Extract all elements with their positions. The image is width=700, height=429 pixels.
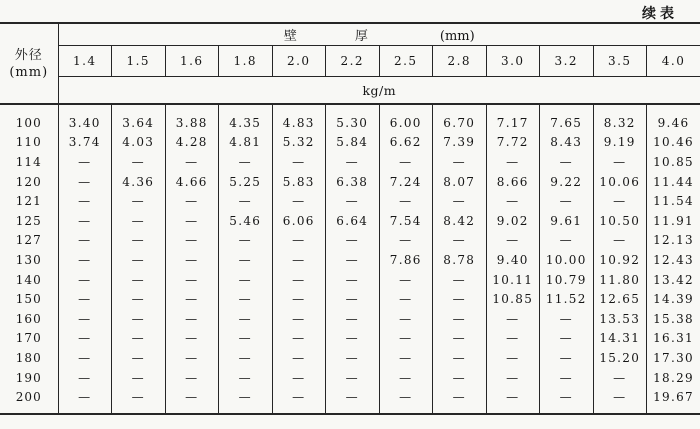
weight-cell: 4.28 <box>165 133 219 153</box>
empty-cell: — <box>219 289 273 309</box>
empty-cell: — <box>219 191 273 211</box>
weight-cell: 15.38 <box>647 309 700 329</box>
weight-cell: 15.20 <box>593 348 647 368</box>
weight-cell: 12.43 <box>647 250 700 270</box>
empty-cell: — <box>433 152 487 172</box>
table-row <box>0 309 700 329</box>
thickness-col-header: 3.2 <box>540 46 594 77</box>
empty-cell: — <box>58 152 112 172</box>
weight-cell: 14.39 <box>647 289 700 309</box>
pipe-weight-table <box>0 22 700 415</box>
outer-diameter-value: 120 <box>15 174 42 189</box>
empty-cell: — <box>112 329 166 349</box>
table-row <box>0 211 700 231</box>
outer-diameter-value: 127 <box>15 233 42 248</box>
empty-cell: — <box>219 231 273 251</box>
wall-thickness-unit: (mm) <box>439 29 475 44</box>
weight-cell: 10.92 <box>593 250 647 270</box>
empty-cell: — <box>540 387 594 414</box>
empty-cell: — <box>58 172 112 192</box>
thickness-col-header: 1.6 <box>165 46 219 77</box>
table-row <box>0 152 700 172</box>
empty-cell: — <box>165 231 219 251</box>
empty-cell: — <box>326 289 380 309</box>
empty-cell: — <box>486 387 540 414</box>
empty-cell: — <box>165 191 219 211</box>
weight-cell: 8.32 <box>593 104 647 133</box>
empty-cell: — <box>112 191 166 211</box>
empty-cell: — <box>433 191 487 211</box>
weight-cell: 18.29 <box>647 368 700 388</box>
empty-cell: — <box>165 368 219 388</box>
weight-cell: 5.84 <box>326 133 380 153</box>
empty-cell: — <box>326 309 380 329</box>
wall-thickness-char-1: 壁 <box>283 29 297 44</box>
empty-cell: — <box>58 270 112 290</box>
empty-cell: — <box>326 231 380 251</box>
empty-cell: — <box>326 387 380 414</box>
empty-cell: — <box>593 191 647 211</box>
outer-diameter-value: 110 <box>15 135 42 150</box>
thickness-col-header: 2.5 <box>379 46 433 77</box>
empty-cell: — <box>379 152 433 172</box>
weight-cell: 11.52 <box>540 289 594 309</box>
outer-diameter-label: 外径 <box>14 47 43 63</box>
weight-cell: 4.36 <box>112 172 166 192</box>
empty-cell: — <box>433 348 487 368</box>
weight-cell: 9.40 <box>486 250 540 270</box>
empty-cell: — <box>379 191 433 211</box>
weight-cell: 4.66 <box>165 172 219 192</box>
empty-cell: — <box>272 387 326 414</box>
empty-cell: — <box>540 231 594 251</box>
empty-cell: — <box>486 329 540 349</box>
thickness-values-row <box>0 46 700 77</box>
empty-cell: — <box>433 289 487 309</box>
table-row <box>0 329 700 349</box>
empty-cell: — <box>326 368 380 388</box>
empty-cell: — <box>593 231 647 251</box>
weight-cell: 6.64 <box>326 211 380 231</box>
weight-cell: 8.66 <box>486 172 540 192</box>
empty-cell: — <box>58 387 112 414</box>
empty-cell: — <box>272 152 326 172</box>
wall-thickness-char-2: 厚 <box>354 29 368 44</box>
thickness-col-header: 3.5 <box>593 46 647 77</box>
wall-thickness-header <box>58 23 700 46</box>
empty-cell: — <box>433 329 487 349</box>
empty-cell: — <box>326 250 380 270</box>
weight-cell: 8.78 <box>433 250 487 270</box>
empty-cell: — <box>540 348 594 368</box>
empty-cell: — <box>165 270 219 290</box>
weight-cell: 10.85 <box>647 152 700 172</box>
weight-cell: 19.67 <box>647 387 700 414</box>
outer-diameter-value: 180 <box>15 350 42 365</box>
empty-cell: — <box>58 348 112 368</box>
empty-cell: — <box>540 152 594 172</box>
empty-cell: — <box>379 387 433 414</box>
outer-diameter-value: 125 <box>15 213 42 228</box>
weight-cell: 3.74 <box>58 133 112 153</box>
outer-diameter-value: 190 <box>15 370 42 385</box>
outer-diameter-value: 100 <box>15 115 42 130</box>
empty-cell: — <box>486 231 540 251</box>
empty-cell: — <box>540 191 594 211</box>
weight-cell: 10.79 <box>540 270 594 290</box>
empty-cell: — <box>486 368 540 388</box>
empty-cell: — <box>219 329 273 349</box>
empty-cell: — <box>433 231 487 251</box>
empty-cell: — <box>540 368 594 388</box>
empty-cell: — <box>219 309 273 329</box>
weight-cell: 11.44 <box>647 172 700 192</box>
table-row <box>0 133 700 153</box>
empty-cell: — <box>326 348 380 368</box>
empty-cell: — <box>486 152 540 172</box>
empty-cell: — <box>112 211 166 231</box>
empty-cell: — <box>272 329 326 349</box>
weight-cell: 9.46 <box>647 104 700 133</box>
weight-cell: 5.32 <box>272 133 326 153</box>
empty-cell: — <box>540 309 594 329</box>
weight-cell: 12.13 <box>647 231 700 251</box>
empty-cell: — <box>112 309 166 329</box>
empty-cell: — <box>58 368 112 388</box>
empty-cell: — <box>112 348 166 368</box>
table-row <box>0 270 700 290</box>
outer-diameter-value: 114 <box>15 154 42 169</box>
outer-diameter-value: 150 <box>15 292 42 307</box>
thickness-col-header: 1.8 <box>219 46 273 77</box>
empty-cell: — <box>165 152 219 172</box>
empty-cell: — <box>58 289 112 309</box>
weight-cell: 7.54 <box>379 211 433 231</box>
weight-cell: 4.03 <box>112 133 166 153</box>
weight-cell: 6.62 <box>379 133 433 153</box>
empty-cell: — <box>272 289 326 309</box>
empty-cell: — <box>433 368 487 388</box>
empty-cell: — <box>326 191 380 211</box>
empty-cell: — <box>112 152 166 172</box>
weight-cell: 11.54 <box>647 191 700 211</box>
table-row <box>0 231 700 251</box>
weight-cell: 6.06 <box>272 211 326 231</box>
empty-cell: — <box>112 250 166 270</box>
outer-diameter-value: 160 <box>15 311 42 326</box>
empty-cell: — <box>593 387 647 414</box>
thickness-col-header: 4.0 <box>647 46 700 77</box>
outer-diameter-value: 170 <box>15 331 42 346</box>
empty-cell: — <box>326 270 380 290</box>
empty-cell: — <box>540 329 594 349</box>
empty-cell: — <box>165 348 219 368</box>
empty-cell: — <box>486 191 540 211</box>
empty-cell: — <box>165 211 219 231</box>
empty-cell: — <box>165 309 219 329</box>
empty-cell: — <box>486 348 540 368</box>
empty-cell: — <box>165 289 219 309</box>
empty-cell: — <box>326 329 380 349</box>
weight-cell: 5.46 <box>219 211 273 231</box>
empty-cell: — <box>272 191 326 211</box>
empty-cell: — <box>219 152 273 172</box>
table-row <box>0 172 700 192</box>
weight-cell: 7.24 <box>379 172 433 192</box>
empty-cell: — <box>112 270 166 290</box>
outer-diameter-unit: (mm) <box>9 64 49 80</box>
weight-cell: 17.30 <box>647 348 700 368</box>
weight-cell: 12.65 <box>593 289 647 309</box>
weight-cell: 7.86 <box>379 250 433 270</box>
weight-cell: 3.88 <box>165 104 219 133</box>
empty-cell: — <box>112 289 166 309</box>
empty-cell: — <box>593 368 647 388</box>
empty-cell: — <box>219 348 273 368</box>
table-header <box>0 23 700 104</box>
empty-cell: — <box>58 329 112 349</box>
empty-cell: — <box>379 348 433 368</box>
weight-cell: 3.40 <box>58 104 112 133</box>
thickness-col-header: 1.5 <box>112 46 166 77</box>
empty-cell: — <box>272 250 326 270</box>
table-row <box>0 104 700 133</box>
empty-cell: — <box>58 309 112 329</box>
weight-cell: 10.00 <box>540 250 594 270</box>
group-header-row <box>0 23 700 46</box>
weight-cell: 9.19 <box>593 133 647 153</box>
empty-cell: — <box>379 270 433 290</box>
empty-cell: — <box>165 387 219 414</box>
empty-cell: — <box>219 368 273 388</box>
weight-cell: 10.11 <box>486 270 540 290</box>
weight-cell: 11.80 <box>593 270 647 290</box>
weight-cell: 9.02 <box>486 211 540 231</box>
weight-cell: 4.35 <box>219 104 273 133</box>
empty-cell: — <box>58 211 112 231</box>
weight-cell: 4.81 <box>219 133 273 153</box>
table-row <box>0 387 700 414</box>
empty-cell: — <box>433 387 487 414</box>
table-row <box>0 250 700 270</box>
empty-cell: — <box>593 152 647 172</box>
empty-cell: — <box>219 250 273 270</box>
thickness-col-header: 3.0 <box>486 46 540 77</box>
empty-cell: — <box>272 270 326 290</box>
weight-cell: 6.00 <box>379 104 433 133</box>
empty-cell: — <box>486 309 540 329</box>
thickness-col-header: 1.4 <box>58 46 112 77</box>
outer-diameter-value: 200 <box>15 390 42 405</box>
thickness-col-header: 2.0 <box>272 46 326 77</box>
weight-cell: 13.42 <box>647 270 700 290</box>
continued-table-label: 续表 <box>642 6 678 22</box>
table-row <box>0 289 700 309</box>
empty-cell: — <box>272 231 326 251</box>
empty-cell: — <box>326 152 380 172</box>
weight-cell: 7.17 <box>486 104 540 133</box>
empty-cell: — <box>58 250 112 270</box>
empty-cell: — <box>219 387 273 414</box>
empty-cell: — <box>165 329 219 349</box>
weight-cell: 9.61 <box>540 211 594 231</box>
table-row <box>0 348 700 368</box>
empty-cell: — <box>379 309 433 329</box>
outer-diameter-value: 121 <box>15 194 42 209</box>
outer-diameter-header <box>0 23 58 104</box>
empty-cell: — <box>58 231 112 251</box>
empty-cell: — <box>379 231 433 251</box>
weight-cell: 7.65 <box>540 104 594 133</box>
empty-cell: — <box>272 309 326 329</box>
weight-cell: 7.39 <box>433 133 487 153</box>
unit-header: kg/m <box>58 77 700 105</box>
unit-row <box>0 77 700 105</box>
weight-cell: 9.22 <box>540 172 594 192</box>
weight-cell: 5.30 <box>326 104 380 133</box>
weight-cell: 13.53 <box>593 309 647 329</box>
weight-cell: 10.85 <box>486 289 540 309</box>
weight-cell: 10.06 <box>593 172 647 192</box>
outer-diameter-value: 130 <box>15 252 42 267</box>
empty-cell: — <box>112 387 166 414</box>
table-row <box>0 191 700 211</box>
weight-cell: 5.83 <box>272 172 326 192</box>
empty-cell: — <box>112 231 166 251</box>
empty-cell: — <box>379 329 433 349</box>
weight-cell: 14.31 <box>593 329 647 349</box>
weight-cell: 8.43 <box>540 133 594 153</box>
thickness-col-header: 2.8 <box>433 46 487 77</box>
weight-cell: 5.25 <box>219 172 273 192</box>
empty-cell: — <box>379 289 433 309</box>
thickness-col-header: 2.2 <box>326 46 380 77</box>
weight-cell: 4.83 <box>272 104 326 133</box>
empty-cell: — <box>433 270 487 290</box>
weight-cell: 8.42 <box>433 211 487 231</box>
weight-cell: 10.50 <box>593 211 647 231</box>
weight-cell: 16.31 <box>647 329 700 349</box>
empty-cell: — <box>272 368 326 388</box>
empty-cell: — <box>433 309 487 329</box>
weight-cell: 7.72 <box>486 133 540 153</box>
empty-cell: — <box>112 368 166 388</box>
weight-cell: 3.64 <box>112 104 166 133</box>
table-body <box>0 104 700 414</box>
empty-cell: — <box>58 191 112 211</box>
outer-diameter-value: 140 <box>15 272 42 287</box>
empty-cell: — <box>219 270 273 290</box>
table-row <box>0 368 700 388</box>
empty-cell: — <box>272 348 326 368</box>
empty-cell: — <box>379 368 433 388</box>
weight-cell: 6.38 <box>326 172 380 192</box>
weight-cell: 11.91 <box>647 211 700 231</box>
weight-cell: 10.46 <box>647 133 700 153</box>
empty-cell: — <box>165 250 219 270</box>
weight-cell: 8.07 <box>433 172 487 192</box>
weight-cell: 6.70 <box>433 104 487 133</box>
